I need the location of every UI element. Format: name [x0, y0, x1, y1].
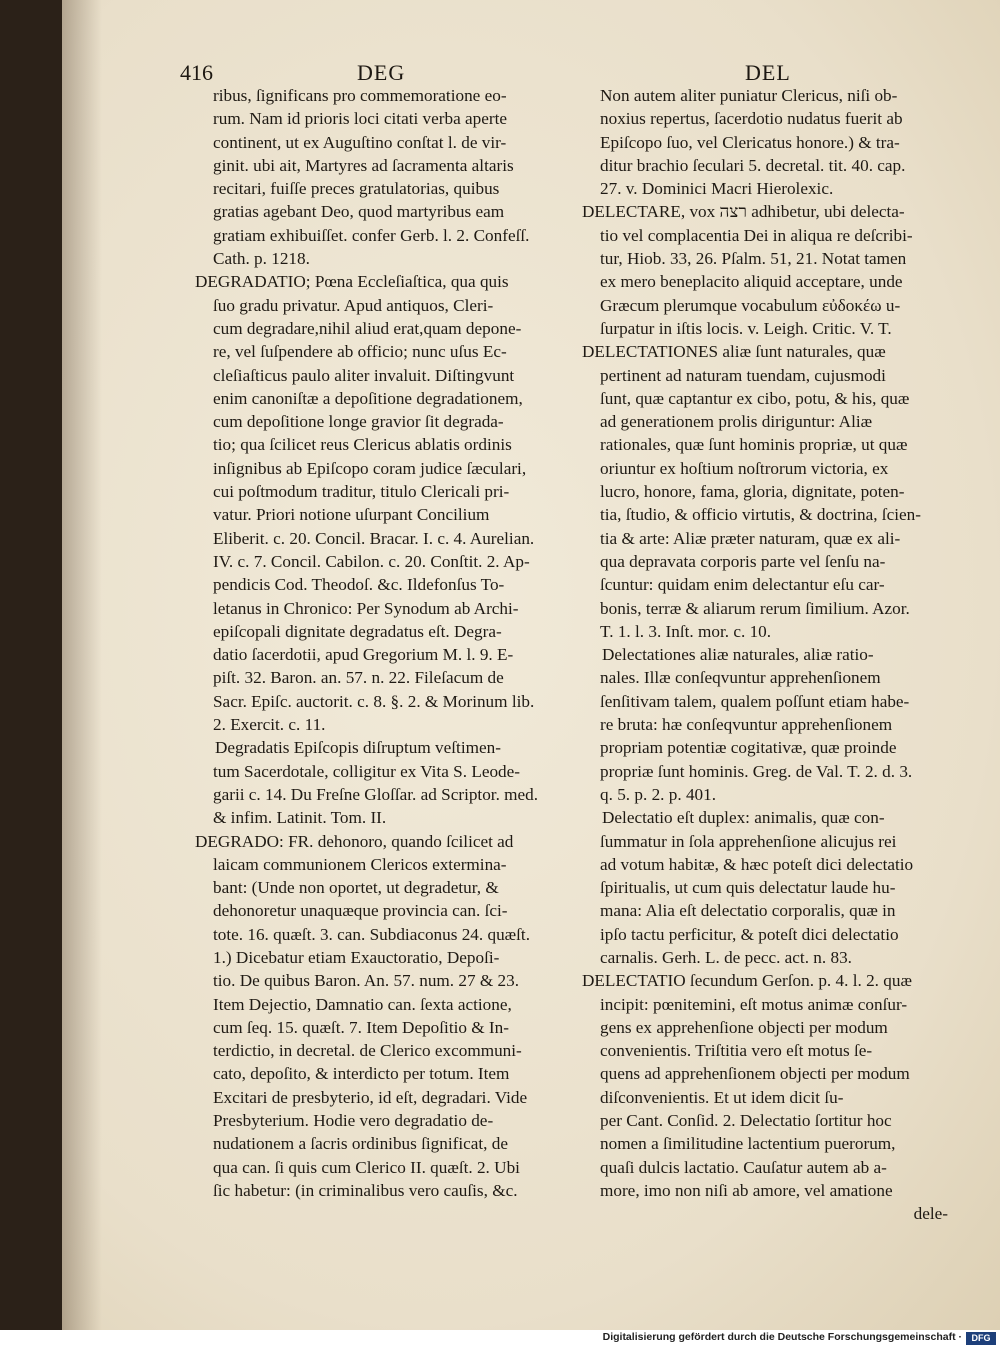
text-line: ſpiritualis, ut cum quis delectatur laude hu- — [600, 878, 896, 898]
text-line: ditur brachio ſeculari 5. decretal. tit. 40. cap. — [600, 155, 906, 175]
text-line: ſurpatur in iſtis locis. v. Leigh. Critic. V. T. — [600, 318, 892, 338]
page-number: 416 — [180, 60, 213, 85]
running-head-left: DEG — [357, 60, 406, 85]
text-line: cleſiaſticus paulo aliter invaluit. Diſtingvunt — [213, 365, 515, 385]
text-line: Degradatis Epiſcopis diſruptum veſtimen- — [215, 738, 501, 758]
text-line: garii c. 14. Du Freſne Gloſſar. ad Scriptor. med. — [213, 784, 539, 804]
text-line: ſcuntur: quidam enim delectantur eſu car- — [600, 575, 885, 595]
text-line: per Cant. Conſid. 2. Delectatio ſortitur hoc — [600, 1111, 892, 1131]
text-line: incipit: pœnitemini, eſt motus animæ conſur- — [600, 994, 908, 1014]
text-line: 2. Exercit. c. 11. — [213, 715, 326, 735]
text-line: more, imo non niſi ab amore, vel amatione — [600, 1180, 893, 1200]
text-line: DEGRADO: FR. dehonoro, quando ſcilicet ad — [195, 831, 514, 851]
text-line: quens ad apprehenſionem objecti per modum — [600, 1064, 910, 1084]
gutter-shadow — [62, 0, 102, 1330]
text-line: Eliberit. c. 20. Concil. Bracar. I. c. 4. Aurelian. — [213, 528, 535, 548]
text-line: recitari, fuiſſe preces gratulatorias, quibus — [213, 179, 500, 199]
text-line: gratias agebant Deo, quod martyribus eam — [213, 202, 505, 222]
text-line: Presbyterium. Hodie vero degradatio de- — [213, 1111, 494, 1131]
text-line: q. 5. p. 2. p. 401. — [600, 784, 717, 804]
text-line: cato, depoſito, & interdicto per totum. Item — [213, 1064, 510, 1084]
text-line: IV. c. 7. Concil. Cabilon. c. 20. Conſtit. 2. Ap- — [213, 551, 530, 571]
text-line: Non autem aliter puniatur Clericus, niſi ob- — [600, 86, 898, 105]
text-line: DELECTARE, vox רצה adhibetur, ubi delecta- — [582, 202, 905, 222]
text-line: piſt. 32. Baron. an. 57. n. 22. Fileſacum de — [213, 668, 504, 688]
text-line: gens ex apprehenſione objecti per modum — [600, 1017, 888, 1037]
text-line: ſuo gradu privatur. Apud antiquos, Cleri- — [213, 295, 494, 315]
text-line: quaſi dulcis lactatio. Cauſatur autem ab a- — [600, 1157, 887, 1177]
text-line: ex mero beneplacito aliquid acceptare, unde — [600, 272, 903, 292]
text-line: bant: (Unde non oportet, ut degradetur, & — [213, 878, 499, 898]
text-line: & infim. Latinit. Tom. II. — [213, 808, 387, 828]
running-head-right: DEL — [745, 60, 791, 85]
text-line: cum depoſitione longe gravior ſit degrada- — [213, 412, 504, 432]
text-line: tio vel complacentia Dei in aliqua re deſcribi- — [600, 225, 913, 245]
text-line: rationales, quæ ſunt hominis propriæ, ut quæ — [600, 435, 908, 455]
text-line: ſenſitivam talem, qualem poſſunt etiam habe- — [600, 691, 910, 711]
text-line: tio; qua ſcilicet reus Clericus ablatis ordinis — [213, 435, 512, 455]
text-line: tio. De quibus Baron. An. 57. num. 27 & 23. — [213, 971, 520, 991]
text-line: enim canoniſtæ a depoſitione degradationem, — [213, 388, 523, 408]
text-line: lucro, honore, fama, gloria, dignitate, poten- — [600, 482, 905, 502]
text-line: ginit. ubi ait, Martyres ad ſacramenta altaris — [213, 155, 514, 175]
text-line: Sacr. Epiſc. auctorit. c. 8. §. 2. & Morinum lib. — [213, 691, 535, 711]
text-line: tote. 16. quæſt. 3. can. Subdiaconus 24. quæſt. — [213, 924, 530, 944]
text-line: epiſcopali dignitate degradatus eſt. Degra- — [213, 621, 502, 641]
text-line: ipſo tactu perficitur, & poteſt dici delectatio — [600, 924, 899, 944]
text-line: Excitari de presbyterio, id eſt, degradari. Vide — [213, 1087, 528, 1107]
text-line: 27. v. Dominici Macri Hierolexic. — [600, 179, 834, 199]
text-line: rum. Nam id prioris loci citati verba aperte — [213, 109, 507, 129]
text-line: DELECTATIO ſecundum Gerſon. p. 4. l. 2. quæ — [582, 971, 912, 991]
text-line: qua depravata corporis parte vel ſenſu na- — [600, 551, 886, 571]
catchword: dele- — [913, 1204, 948, 1224]
left-text-column — [195, 84, 563, 1202]
text-line: letanus in Chronico: Per Synodum ab Archi- — [213, 598, 519, 618]
text-line: T. 1. l. 3. Inſt. mor. c. 10. — [600, 621, 772, 641]
text-line: Epiſcopo ſuo, vel Clericatus honore.) & tra- — [600, 132, 900, 152]
text-line: Delectatio eſt duplex: animalis, quæ con- — [602, 808, 885, 828]
footer-credit: Digitalisierung gefördert durch die Deutsche Forschungsgemeinschaft · — [602, 1331, 962, 1343]
text-line: Cath. p. 1218. — [213, 249, 310, 269]
text-line: ſummatur in ſola apprehenſione alicujus rei — [600, 831, 897, 851]
text-line: Græcum plerumque vocabulum εὐδοκέω u- — [600, 295, 901, 315]
text-line: re bruta: hæ conſeqvuntur apprehenſionem — [600, 715, 893, 735]
text-line: nomen a ſimilitudine lactentium puerorum, — [600, 1134, 896, 1154]
dfg-logo: DFG — [966, 1332, 996, 1345]
text-line: laicam communionem Clericos extermina- — [213, 854, 507, 874]
text-line: pertinent ad naturam tuendam, cujusmodi — [600, 365, 886, 385]
text-line: 1.) Dicebatur etiam Exauctoratio, Depoſi- — [213, 947, 500, 967]
text-line: tum Sacerdotale, colligitur ex Vita S. Leode- — [213, 761, 520, 781]
text-line: DELECTATIONES aliæ ſunt naturales, quæ — [582, 342, 886, 362]
digitization-footer — [0, 1330, 1000, 1347]
text-line: bonis, terræ & aliarum rerum ſimilium. Azor. — [600, 598, 910, 618]
text-line: convenientis. Triſtitia vero eſt motus ſe- — [600, 1041, 873, 1061]
text-line: terdictio, in decretal. de Clerico excommuni- — [213, 1041, 522, 1061]
text-line: pendicis Cod. Theodoſ. &c. Ildefonſus To- — [213, 575, 505, 595]
text-line: qua can. ſi quis cum Clerico II. quæſt. 2. Ubi — [213, 1157, 520, 1177]
text-line: cum degradare,nihil aliud erat,quam depone- — [213, 318, 522, 338]
text-line: ribus, ſignificans pro commemoratione eo- — [213, 86, 507, 105]
text-line: vatur. Priori notione uſurpant Concilium — [213, 505, 490, 525]
text-line: ſunt, quæ captantur ex cibo, potu, & his, quæ — [600, 388, 910, 408]
text-line: Item Dejectio, Damnatio can. ſexta actione, — [213, 994, 512, 1014]
text-line: tia, ſtudio, & officio virtutis, & doctrina, ſcien- — [600, 505, 921, 525]
text-line: diſconvenientis. Et ut idem dicit ſu- — [600, 1087, 844, 1107]
text-line: tia & arte: Aliæ præter naturam, quæ ex ali- — [600, 528, 901, 548]
text-line: noxius repertus, ſacerdotio nudatus fuerit ab — [600, 109, 903, 129]
text-line: continent, ut ex Auguſtino conſtat l. de vir- — [213, 132, 507, 152]
text-line: nales. Illæ conſeqvuntur apprehenſionem — [600, 668, 881, 688]
right-text-column — [582, 84, 954, 1226]
text-line: datio ſacerdotii, apud Gregorium M. l. 9. E- — [213, 645, 514, 665]
text-line: ad generationem prolis diriguntur: Aliæ — [600, 412, 873, 432]
text-line: tur, Hiob. 33, 26. Pſalm. 51, 21. Notat tamen — [600, 249, 907, 269]
text-line: propriæ ſunt hominis. Greg. de Val. T. 2. d. 3. — [600, 761, 913, 781]
text-line: mana: Alia eſt delectatio corporalis, quæ in — [600, 901, 896, 921]
text-line: oriuntur ex hoſtium noſtrorum victoria, ex — [600, 458, 889, 478]
text-line: propriam potentiæ cogitativæ, quæ proinde — [600, 738, 897, 758]
text-line: ad votum habitæ, & hæc poteſt dici delectatio — [600, 854, 914, 874]
text-line: cui poſtmodum traditur, titulo Clericali pri- — [213, 482, 510, 502]
text-line: ſic habetur: (in criminalibus vero cauſis, &c. — [213, 1180, 518, 1200]
text-line: nudationem a ſacris ordinibus ſignificat, de — [213, 1134, 508, 1154]
text-line: gratiam exhibuiſſet. confer Gerb. l. 2. Confeſſ. — [213, 225, 530, 245]
text-line: dehonoretur unaquæque provincia can. ſci- — [213, 901, 508, 921]
text-line: re, vel ſuſpendere ab officio; nunc uſus Ec- — [213, 342, 507, 362]
text-line: Delectationes aliæ naturales, aliæ ratio- — [602, 645, 874, 665]
text-line: DEGRADATIO; Pœna Eccleſiaſtica, qua quis — [195, 272, 509, 292]
text-line: cum ſeq. 15. quæſt. 7. Item Depoſitio & In- — [213, 1017, 509, 1037]
text-line: inſignibus ab Epiſcopo coram judice ſæculari, — [213, 458, 527, 478]
text-line: carnalis. Gerh. L. de pecc. act. n. 83. — [600, 947, 852, 967]
